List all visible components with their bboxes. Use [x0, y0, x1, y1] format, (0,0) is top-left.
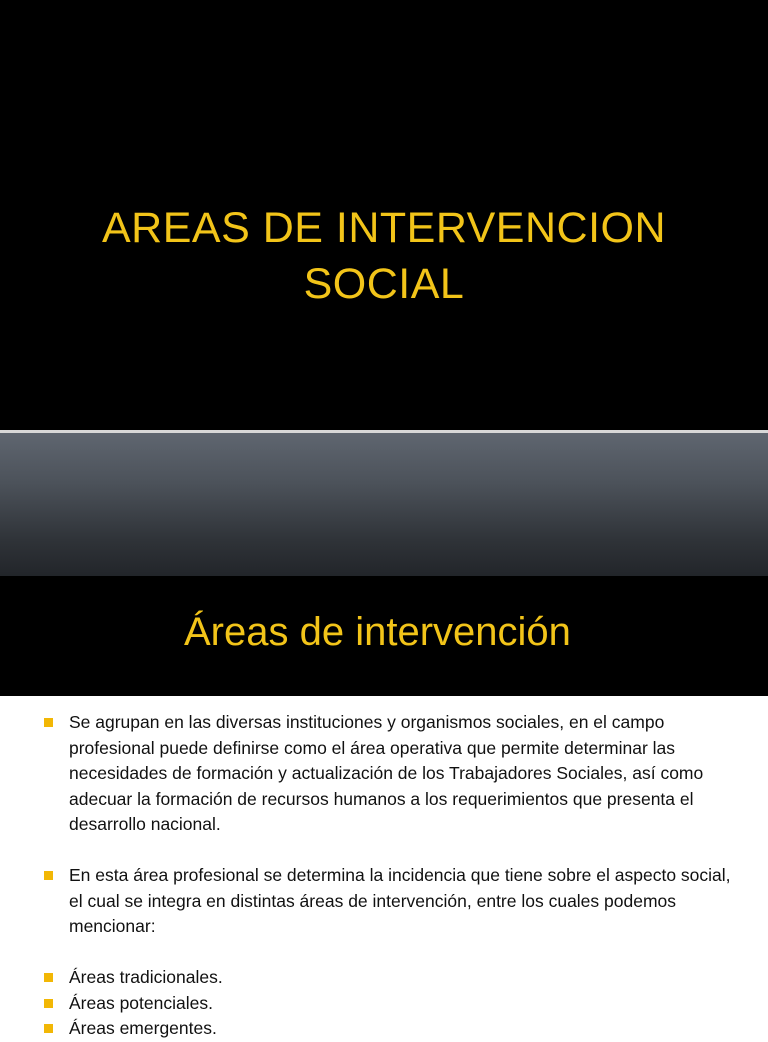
- bullet-item: [69, 965, 739, 991]
- bullet-item: [69, 1016, 739, 1042]
- bullet-text: En esta área profesional se determina la incidencia que tiene sobre el aspecto social, el cual se integra en distintas áreas de intervención, entre los cuales podemos mencionar:: [69, 865, 731, 936]
- bullet-text: Áreas emergentes.: [69, 1018, 217, 1038]
- content-slide-body: [0, 696, 768, 1038]
- bullet-item: [69, 863, 739, 940]
- title-slide: [0, 0, 768, 430]
- bullet-text: Áreas tradicionales.: [69, 967, 223, 987]
- square-bullet-icon: [44, 973, 53, 982]
- bullet-item: [69, 710, 739, 838]
- slide-title: [0, 200, 768, 312]
- gradient-band: [0, 433, 768, 576]
- square-bullet-icon: [44, 718, 53, 727]
- bullet-text: Se agrupan en las diversas instituciones y organismos sociales, en el campo profesional puede definirse como el área operativa que permite determinar las necesidades de formación y actualización de los Trabajadores Sociales, así como adecuar la formación de recursos humanos a los requerimientos que presenta el desarrollo nacional.: [69, 712, 704, 834]
- square-bullet-icon: [44, 871, 53, 880]
- slide-title-line-2: SOCIAL: [303, 260, 465, 308]
- content-slide-heading: Áreas de intervención: [184, 610, 571, 654]
- bullet-text: Áreas potenciales.: [69, 993, 213, 1013]
- square-bullet-icon: [44, 1024, 53, 1033]
- bullet-item: [69, 991, 739, 1017]
- content-slide-header: [0, 576, 768, 696]
- square-bullet-icon: [44, 999, 53, 1008]
- slide-title-line-1: AREAS DE INTERVENCION: [101, 204, 667, 252]
